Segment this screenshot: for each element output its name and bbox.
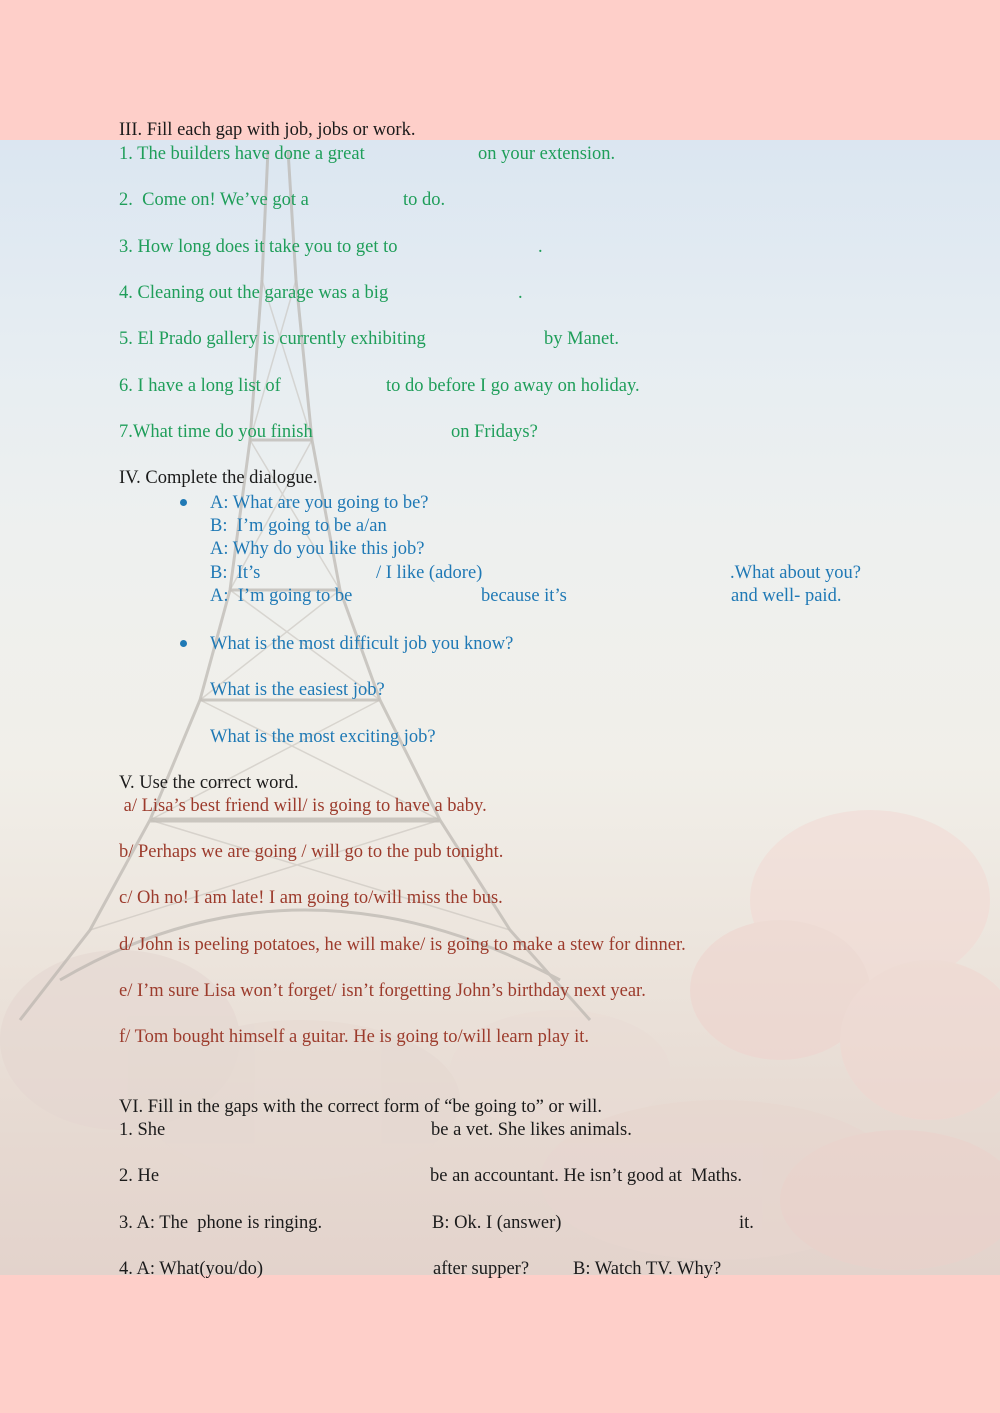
s6-q4-start: 4. A: What(you/do) [119, 1259, 264, 1279]
s6-q2-end: be an accountant. He isn’t good at Maths. [430, 1166, 743, 1186]
dialogue-line-4a: B: It’s [210, 563, 261, 583]
s6-q1-end: be a vet. She likes animals. [431, 1120, 632, 1140]
s3-q4-start: 4. Cleaning out the garage was a big [119, 283, 389, 303]
s6-q2-start: 2. He [119, 1166, 160, 1186]
s6-q3-start: 3. A: The phone is ringing. [119, 1213, 323, 1233]
s5-item-a: a/ Lisa’s best friend will/ is going to have a baby. [119, 796, 487, 816]
s6-q4-end: B: Watch TV. Why? [573, 1259, 722, 1279]
s3-q2-end: to do. [403, 190, 446, 210]
s5-item-b: b/ Perhaps we are going / will go to the pub tonight. [119, 842, 504, 862]
dialogue-line-3: A: Why do you like this job? [210, 539, 425, 559]
dialogue-line-5a: A: I’m going to be [210, 586, 353, 606]
s3-q5-end: by Manet. [544, 329, 620, 349]
s3-q7-start: 7.What time do you finish [119, 422, 313, 442]
s3-q6-end: to do before I go away on holiday. [386, 376, 640, 396]
dialogue-line-5c: and well- paid. [731, 586, 842, 606]
s3-q3-end: . [538, 237, 543, 257]
s6-q1-start: 1. She [119, 1120, 166, 1140]
section-5-heading: V. Use the correct word. [119, 773, 299, 793]
section-3-heading: III. Fill each gap with job, jobs or work. [119, 120, 416, 140]
s6-q3-mid: B: Ok. I (answer) [432, 1213, 562, 1233]
question-exciting-job: What is the most exciting job? [210, 727, 436, 747]
s3-q3-start: 3. How long does it take you to get to [119, 237, 398, 257]
s5-item-f: f/ Tom bought himself a guitar. He is going to/will learn play it. [119, 1027, 590, 1047]
s3-q4-end: . [518, 283, 523, 303]
s5-item-c: c/ Oh no! I am late! I am going to/will miss the bus. [119, 888, 503, 908]
dialogue-line-5b: because it’s [481, 586, 567, 606]
s3-q1-start: 1. The builders have done a great [119, 144, 365, 164]
s6-q3-end: it. [739, 1213, 754, 1233]
dialogue-line-2: B: I’m going to be a/an [210, 516, 387, 536]
bullet-icon [180, 499, 187, 506]
question-easiest-job: What is the easiest job? [210, 680, 385, 700]
s5-item-e: e/ I’m sure Lisa won’t forget/ isn’t forgetting John’s birthday next year. [119, 981, 646, 1001]
section-4-heading: IV. Complete the dialogue. [119, 468, 318, 488]
s5-item-d: d/ John is peeling potatoes, he will make/ is going to make a stew for dinner. [119, 935, 686, 955]
s3-q2-start: 2. Come on! We’ve got a [119, 190, 309, 210]
dialogue-line-4c: .What about you? [730, 563, 861, 583]
s3-q1-end: on your extension. [478, 144, 616, 164]
section-6-heading: VI. Fill in the gaps with the correct form of “be going to” or will. [119, 1097, 602, 1117]
s3-q7-end: on Fridays? [451, 422, 538, 442]
dialogue-line-1: A: What are you going to be? [210, 493, 429, 513]
s6-q4-mid: after supper? [433, 1259, 530, 1279]
dialogue-line-4b: / I like (adore) [376, 563, 483, 583]
bullet-icon [180, 640, 187, 647]
question-difficult-job: What is the most difficult job you know? [210, 634, 514, 654]
s3-q6-start: 6. I have a long list of [119, 376, 281, 396]
s3-q5-start: 5. El Prado gallery is currently exhibiting [119, 329, 426, 349]
